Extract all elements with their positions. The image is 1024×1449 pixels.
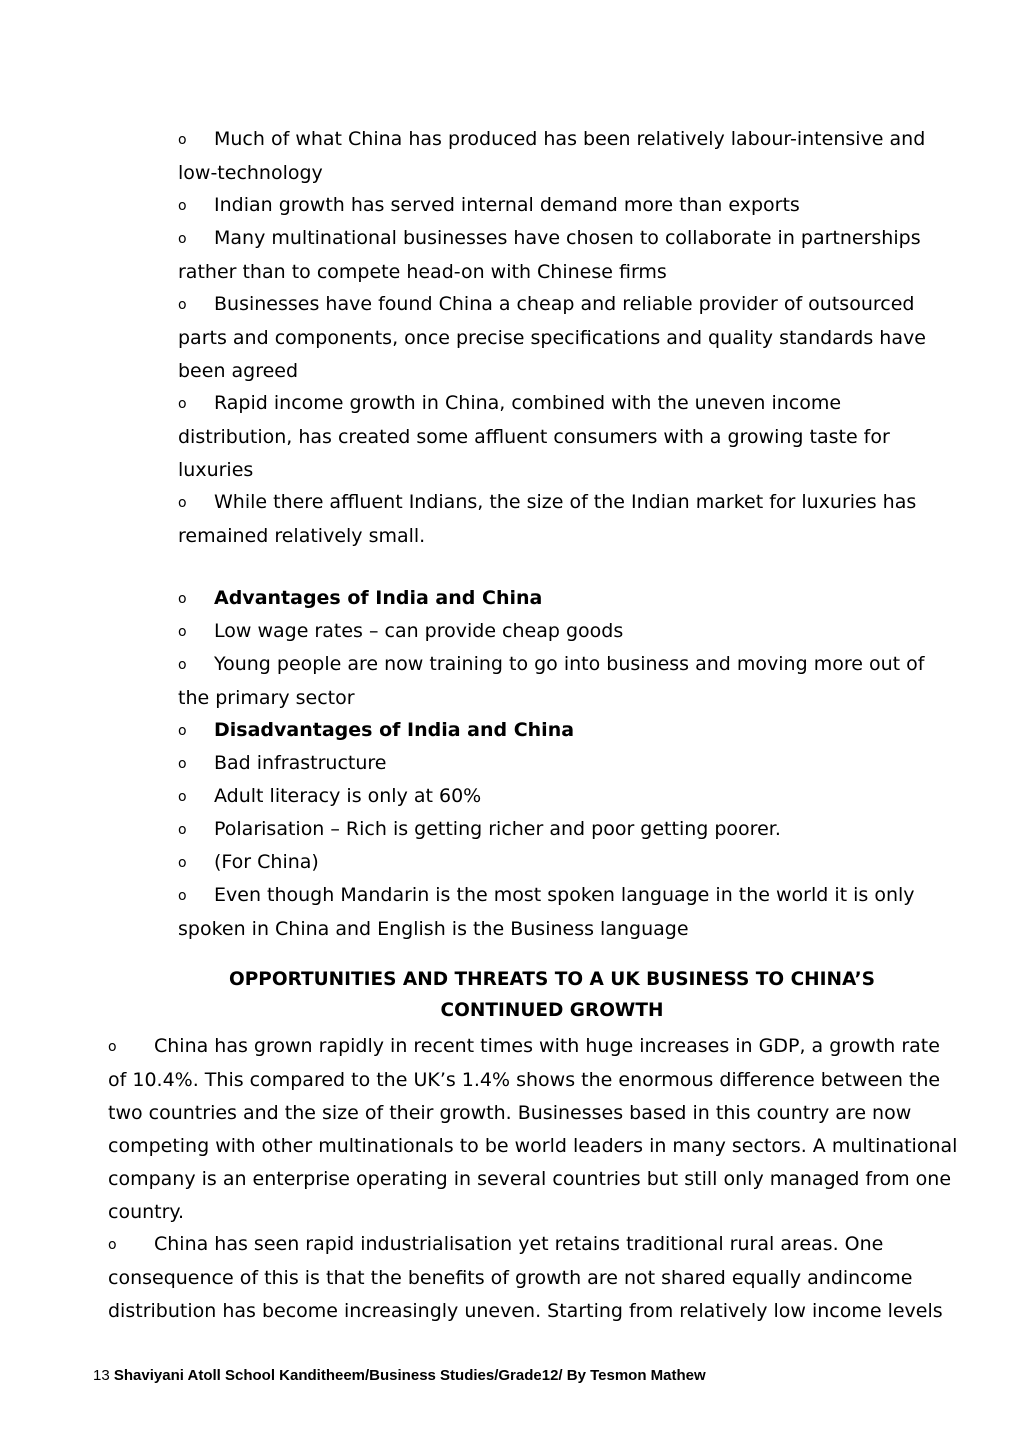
bullet-icon: o (178, 591, 187, 607)
list-item-text: Much of what China has produced has been relatively labour-intensive and low-technology (178, 128, 926, 184)
list-item-text: Advantages of India and China (214, 587, 543, 609)
bullet-icon: o (178, 855, 187, 871)
list-item (178, 387, 958, 487)
page-footer (93, 1366, 706, 1386)
list-item (178, 222, 958, 289)
list-item-text: Young people are now training to go into business and moving more out of the primary sector (178, 653, 925, 709)
list-item (178, 846, 958, 880)
bullet-icon: o (178, 231, 187, 247)
paragraph-text: China has seen rapid industrialisation yet retains traditional rural areas. One consequence of this is that the benefits of growth are not shared equally andincome distribution has become increasingly uneven. Starting from relatively low income levels (108, 1233, 943, 1322)
list-item (178, 747, 958, 781)
list-item-text: Many multinational businesses have chosen to collaborate in partnerships rather than to compete head-on with Chinese firms (178, 227, 921, 283)
bullet-icon: o (178, 756, 187, 772)
list-item (178, 123, 958, 190)
paragraph-text: China has grown rapidly in recent times with huge increases in GDP, a growth rate of 10.4%. This compared to the UK’s 1.4% shows the enormous difference between the two countries and the size of their growth. Businesses based in this country are now competing with other multinationals to be world leaders in many sectors. A multinational company is an enterprise operating in several countries but still only managed from one country. (108, 1035, 958, 1223)
list-item (178, 780, 958, 814)
list-item-text: Bad infrastructure (214, 752, 387, 774)
list-item (178, 486, 958, 553)
section-heading-line-1: OPPORTUNITIES AND THREATS TO A UK BUSINESS TO CHINA’S (229, 969, 875, 990)
list-item-text: While there affluent Indians, the size of the Indian market for luxuries has remained relatively small. (178, 491, 917, 547)
list-item (178, 288, 958, 388)
bullet-icon: o (178, 657, 187, 673)
footer-text: Shaviyani Atoll School Kanditheem/Business Studies/Grade12/ By Tesmon Mathew (113, 1367, 706, 1384)
list-item-text: Polarisation – Rich is getting richer and poor getting poorer. (214, 818, 781, 840)
paragraph (108, 1030, 958, 1229)
bullet-icon: o (178, 624, 187, 640)
list-item-text: (For China) (214, 851, 319, 873)
list-item (178, 879, 958, 946)
bullet-icon: o (108, 1237, 117, 1253)
bullet-icon: o (178, 132, 187, 148)
list-item-text: Businesses have found China a cheap and reliable provider of outsourced parts and components, once precise specifications and quality standards have been agreed (178, 293, 926, 382)
bullet-icon: o (178, 198, 187, 214)
bullet-icon: o (108, 1039, 117, 1055)
paragraph (108, 1228, 958, 1328)
list-item-text: Disadvantages of India and China (214, 719, 575, 741)
section-heading (120, 964, 984, 1026)
list-item-disadvantages-heading (178, 714, 958, 748)
list-item (178, 189, 958, 223)
section-heading-line-2: CONTINUED GROWTH (440, 1000, 664, 1021)
list-item (178, 648, 958, 715)
bullet-icon: o (178, 822, 187, 838)
bullet-icon: o (178, 396, 187, 412)
bullet-icon: o (178, 789, 187, 805)
list-item-text: Rapid income growth in China, combined with the uneven income distribution, has created some affluent consumers with a growing taste for luxuries (178, 392, 890, 481)
bullet-icon: o (178, 888, 187, 904)
list-item (178, 615, 958, 649)
bullet-icon: o (178, 297, 187, 313)
list-item-advantages-heading (178, 582, 958, 616)
list-item-text: Even though Mandarin is the most spoken language in the world it is only spoken in China and English is the Business language (178, 884, 915, 940)
page-number: 13 (93, 1367, 110, 1384)
list-item-text: Low wage rates – can provide cheap goods (214, 620, 624, 642)
bullet-icon: o (178, 723, 187, 739)
bullet-icon: o (178, 495, 187, 511)
list-item-text: Adult literacy is only at 60% (214, 785, 482, 807)
list-item (178, 813, 958, 847)
list-item-text: Indian growth has served internal demand more than exports (214, 194, 800, 216)
